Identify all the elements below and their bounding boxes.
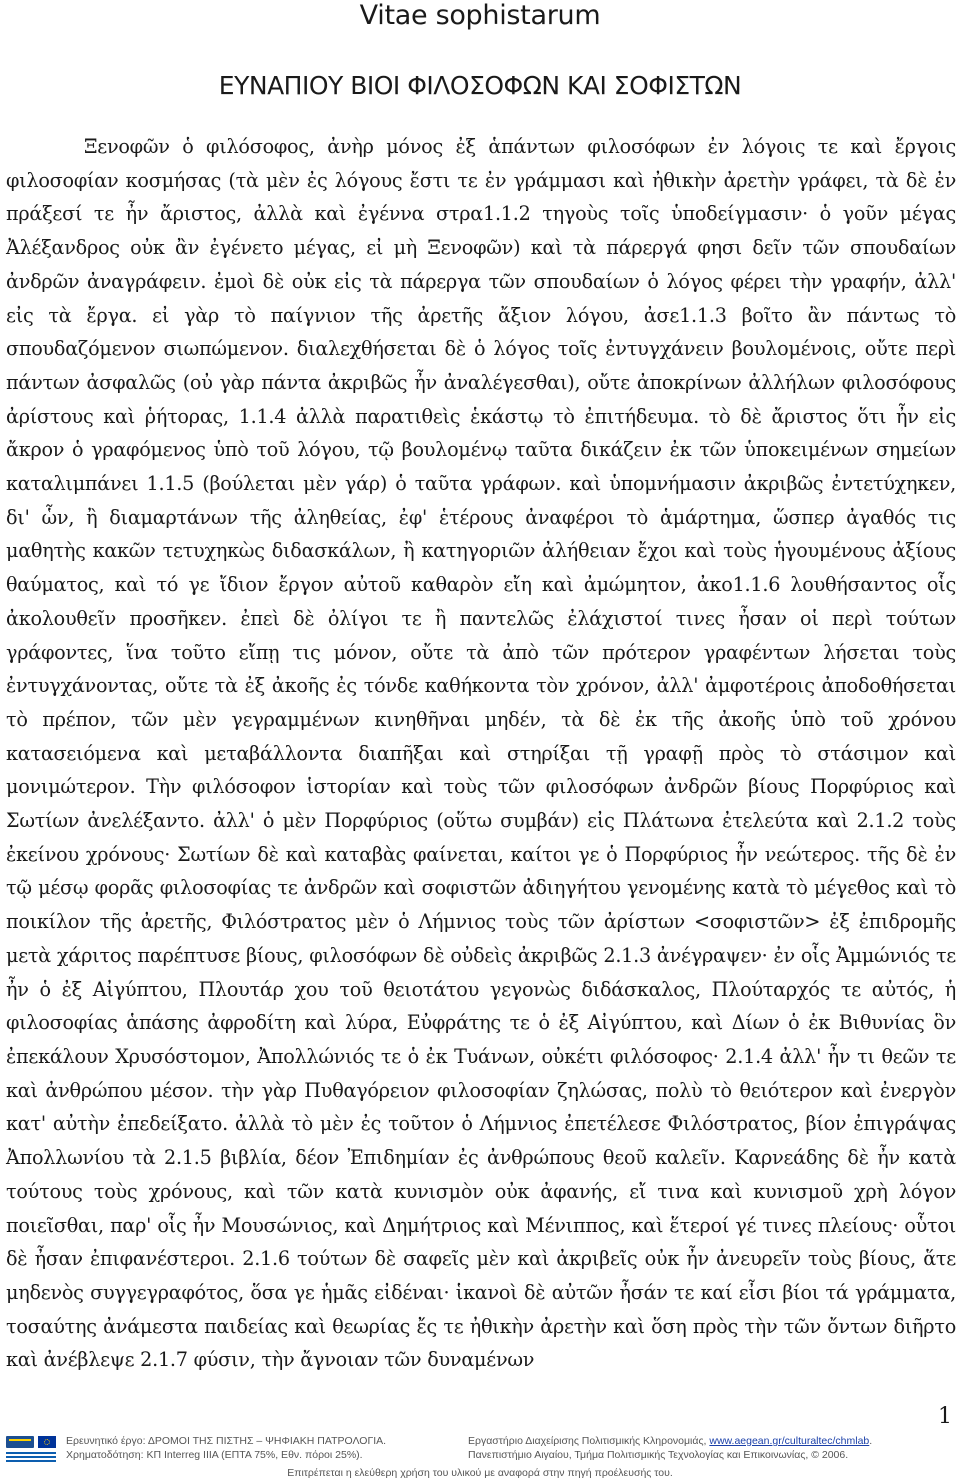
footer-lab-period: . (869, 1435, 873, 1447)
page-number: 1 (938, 1404, 952, 1429)
interreg-logo-icon (6, 1436, 34, 1448)
footer-lab-link[interactable]: www.aegean.gr/culturaltec/chmlab (709, 1435, 870, 1447)
footer-university-line: Πανεπιστήμιο Αιγαίου, Τμήμα Πολιτισμικής Τεχνολογίας και Επικοινωνίας, © 2006. (468, 1449, 849, 1461)
document-subtitle: ΕΥΝΑΠΙΟΥ ΒΙΟΙ ΦΙΛΟΣΟΦΩΝ ΚΑΙ ΣΟΦΙΣΤΩΝ (218, 71, 742, 100)
body-paragraph: Ξενοφῶν ὁ φιλόσοφος, ἀνὴρ μόνος ἐξ ἁπάντων φιλοσόφων ἐν λόγοις τε καὶ ἔργοις φιλοσοφίαν κοσμήσας (τὰ μὲν ἐς λόγους ἔστι τε ἐν γράμμασι καὶ ἠθικὴν ἀρετὴν γράφει, τὰ δὲ ἐν πράξεσί τε ἦν ἄριστος, ἀλλὰ καὶ ἐγέννα στρα1.1.2 τηγοὺς τοῖς ὑποδείγμασιν· ὁ γοῦν μέγας Ἀλέξανδρος οὐκ ἂν ἐγένετο μέγας, εἰ μὴ Ξενοφῶν) καὶ τὰ πάρεργά φησι δεῖν τῶν σπουδαίων ἀνδρῶν ἀναγράφειν. ἐμοὶ δὲ οὐκ εἰς τὰ πάρεργα τῶν σπουδαίων ὁ λόγος φέρει τὴν γραφήν, ἀλλ' εἰς τὰ ἔργα. εἰ γὰρ τὸ παίγνιον τῆς ἀρετῆς ἄξιον λόγου, ἀσε1.1.3 βοῖτο ἂν πάντως τὸ σπουδαζόμενον σιωπώμενον. διαλεχθήσεται δὲ ὁ λόγος τοῖς ἐντυγχάνειν βουλομένοις, οὔτε περὶ πάντων ἀσφαλῶς (οὐ γὰρ πάντα ἀκριβῶς ἦν ἀναλέγεσθαι), οὔτε ἀποκρίνων ἀλλήλων φιλοσόφους ἀρίστους καὶ ῥήτορας, 1.1.4 ἀλλὰ παρατιθεὶς ἑκάστῳ τὸ ἐπιτήδευμα. τὸ δὲ ἄριστος ὅτι ἦν εἰς ἄκρον ὁ γραφόμενος ὑπὸ τοῦ λόγου, τῷ βουλομένῳ ταῦτα δικάζειν ἐκ τῶν ὑποκειμένων σημείων καταλιμπάνει 1.1.5 (βούλεται μὲν γάρ) ὁ ταῦτα γράφων. καὶ ὑπομνήμασιν ἀκριβῶς ἐντετύχηκεν, δι' ὧν, ἢ διαμαρτάνων τῆς ἀληθείας, ἐφ' ἑτέρους ἀναφέροι τὸ ἁμάρτημα, ὥσπερ ἀγαθός τις μαθητὴς κακῶν τετυχηκὼς διδασκάλων, ἢ κατηγοριῶν ἀλήθειαν ἔχοι καὶ τοὺς ἡγουμένους ἀξίους θαύματος, καὶ τό γε ἴδιον ἔργον αὐτοῦ καθαρὸν εἴη καὶ ἀμώμητον, ἀκο1.1.6 λουθήσαντος οἷς ἀκολουθεῖν προσῆκεν. ἐπεὶ δὲ ὀλίγοι τε ἢ παντελῶς ἐλάχιστοί τινες ἦσαν οἱ περὶ τούτων γράφοντες, ἵνα τοῦτο εἴπῃ τις μόνον, οὔτε τὰ ἀπὸ τῶν πρότερον γραφέντων λήσεται τοὺς ἐντυγχάνοντας, οὔτε τὰ ἐξ ἀκοῆς ἐς τόνδε καθήκοντα τὸν χρόνον, ἀλλ' ἀμφοτέροις ἀποδοθήσεται τὸ πρέπον, τῶν μὲν γεγραμμένων κινηθῆναι μηδέν, τὰ δὲ ἐκ τῆς ἀκοῆς ὑπὸ τοῦ χρόνου κατασειόμενα καὶ μεταβάλλοντα διαπῆξαι καὶ στηρίξαι τῇ γραφῇ πρὸς τὸ στάσιμον καὶ μονιμώτερον. Τὴν φιλόσοφον ἱστορίαν καὶ τοὺς τῶν φιλοσόφων ἀνδρῶν βίους Πορφύριος καὶ Σωτίων ἀνελέξαντο. ἀλλ' ὁ μὲν Πορφύριος (οὕτω συμβάν) εἰς Πλάτωνα ἐτελεύτα καὶ 2.1.2 τοὺς ἐκείνου χρόνους· Σωτίων δὲ καὶ καταβὰς φαίνεται, καίτοι γε ὁ Πορφύριος ἦν νεώτερος. τῆς δὲ ἐν τῷ μέσῳ φορᾶς φιλοσοφίας τε ἀνδρῶν καὶ σοφιστῶν ἀδιηγήτου γενομένης κατὰ τὸ μέγεθος καὶ τὸ ποικίλον τῆς ἀρετῆς, Φιλόστρατος μὲν ὁ Λήμνιος τοὺς τῶν ἀρίστων <σοφιστῶν> ἐξ ἐπιδρομῆς μετὰ χάριτος παρέπτυσε βίους, φιλοσόφων δὲ οὐδεὶς ἀκριβῶς 2.1.3 ἀνέγραψεν· ἐν οἷς Ἀμμώνιός τε ἦν ὁ ἐξ Αἰγύπτου, Πλουτάρ χου τοῦ θειοτάτου γεγονὼς διδάσκαλος, Πλούταρχός τε αὐτός, ἡ φιλοσοφίας ἁπάσης ἀφροδίτη καὶ λύρα, Εὐφράτης τε ὁ ἐξ Αἰγύπτου, καὶ Δίων ὁ ἐκ Βιθυνίας ὃν ἐπεκάλουν Χρυσόστομον, Ἀπολλώνιός τε ὁ ἐκ Τυάνων, οὐκέτι φιλόσοφος· 2.1.4 ἀλλ' ἦν τι θεῶν τε καὶ ἀνθρώπου μέσον. τὴν γὰρ Πυθαγόρειον φιλοσοφίαν ζηλώσας, πολὺ τὸ θειότερον καὶ ἐνεργὸν κατ' αὐτὴν ἐπεδείξατο. ἀλλὰ τὸ μὲν ἐς τοῦτον ὁ Λήμνιος ἐπετέλεσε Φιλόστρατος, βίον ἐπιγράψας Ἀπολλωνίου τὰ 2.1.5 βιβλία, δέον Ἐπιδημίαν ἐς ἀνθρώπους θεοῦ καλεῖν. Καρνεάδης δὲ ἦν κατὰ τούτους τοὺς χρόνους, καὶ τῶν κατὰ κυνισμὸν οὐκ ἀφανής, εἴ τινα καὶ κυνισμοῦ χρὴ λόγον ποιεῖσθαι, παρ' οἷς ἦν Μουσώνιος, καὶ Δημήτριος καὶ Μένιππος, καὶ ἕτεροί γέ τινες πλείους· οὗτοι δὲ ἦσαν ἐπιφανέστεροι. 2.1.6 τούτων δὲ σαφεῖς μὲν καὶ ἀκριβεῖς οὐκ ἦν ἀνευρεῖν τοὺς βίους, ἅτε μηδενὸς συγγεγραφότος, ὅσα γε ἡμᾶς εἰδέναι· ἱκανοὶ δὲ αὐτῶν ἦσάν τε καί εἶσι βίοι τά γράμματα, τοσαύτης ἀνάμεστα παιδείας καὶ θεωρίας ἔς τε ἠθικὴν ἀρετὴν καὶ ὅση πρὸς τὴν τῶν ὄντων διῆρτο καὶ ἀνέβλεψε 2.1.7 φύσιν, τὴν ἄγνοιαν τῶν δυναμένων (6, 135, 956, 1372)
footer-project-info (66, 1434, 426, 1462)
document-title: Vitae sophistarum (359, 0, 601, 31)
footer-lab-info (468, 1434, 958, 1462)
eu-flag-icon (38, 1436, 56, 1448)
footer-license-line: Επιτρέπεται η ελεύθερη χρήση του υλικού με αναφορά στην πηγή προέλευσής του. (287, 1467, 673, 1479)
page-footer (0, 1432, 960, 1482)
footer-lab-line (468, 1434, 958, 1448)
footer-project-line: Ερευνητικό έργο: ΔΡΟΜΟΙ ΤΗΣ ΠΙΣΤΗΣ – ΨΗΦΙΑΚΗ ΠΑΤΡΟΛΟΓΙΑ. (66, 1435, 387, 1447)
sponsor-logos (6, 1432, 64, 1466)
footer-lab-name: Εργαστήριο Διαχείρισης Πολιτισμικής Κληρονομιάς, (468, 1435, 710, 1447)
footer-funding-line: Χρηματοδότηση: ΚΠ Interreg IIIA (ΕΠΤΑ 75%, Εθν. πόροι 25%). (66, 1449, 363, 1461)
greek-flag-icon (6, 1452, 56, 1462)
